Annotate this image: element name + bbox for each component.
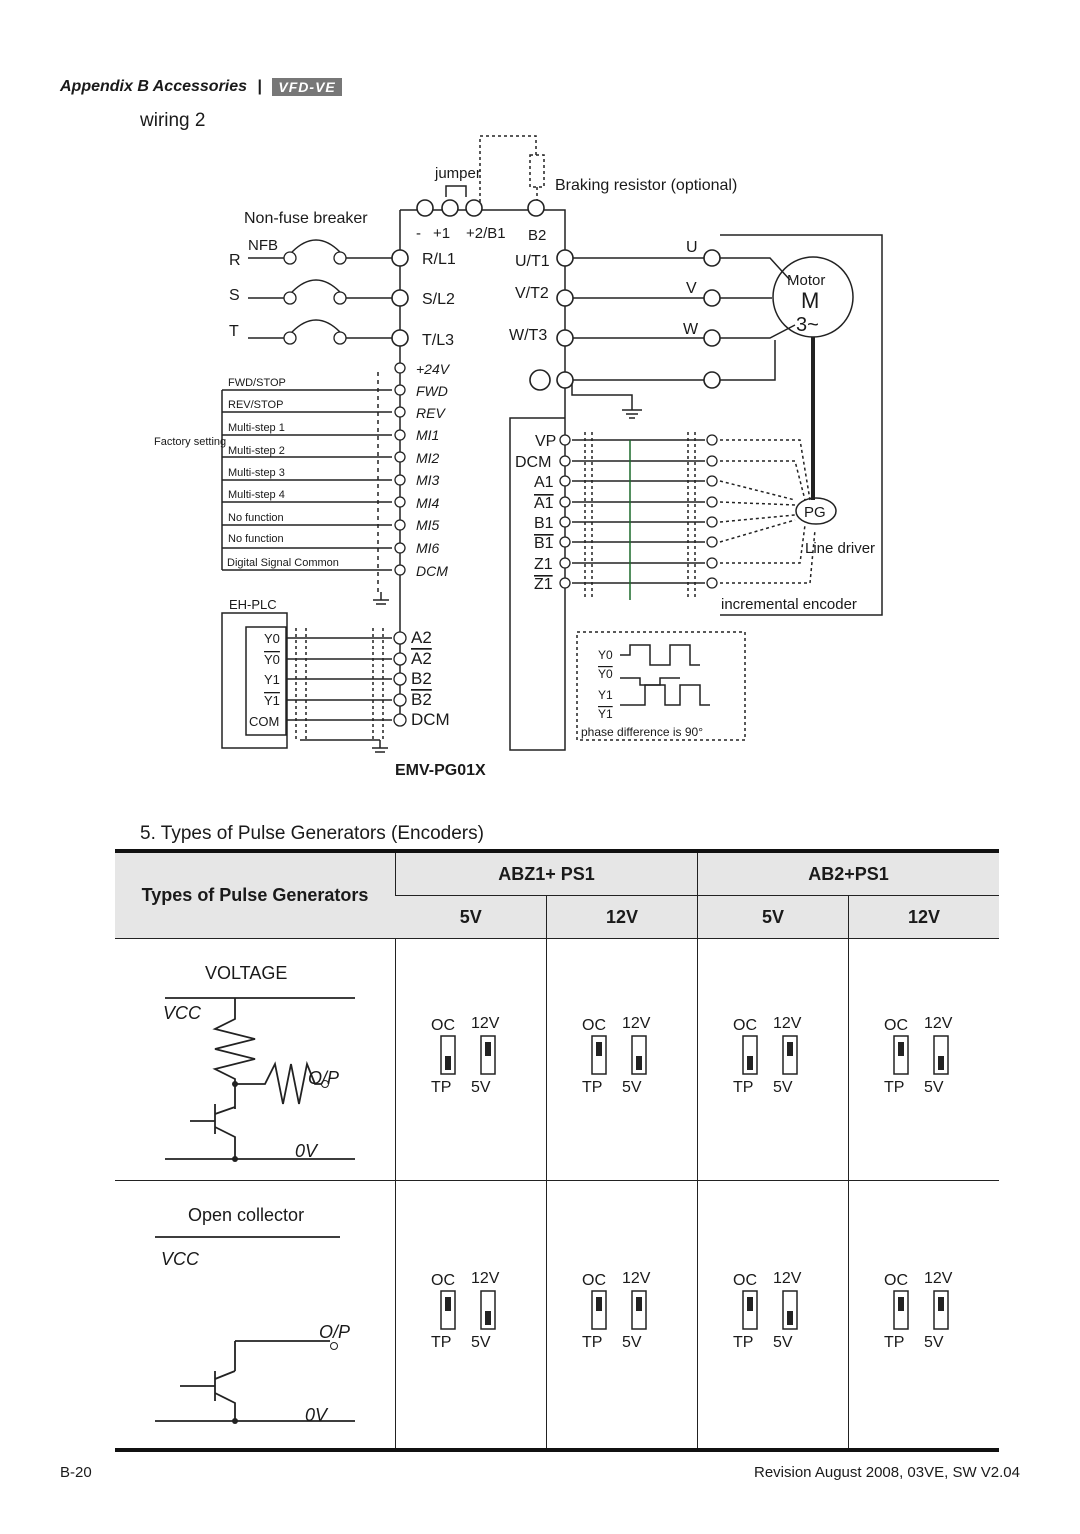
page-number: B-20 [60,1464,92,1481]
pg-output-dcm: DCM [411,710,450,729]
table-header-types: Types of Pulse Generators [115,851,396,939]
dc-minus-label: - [416,225,421,242]
switch-label-no-function-2: No function [228,533,284,545]
section-title: 5. Types of Pulse Generators (Encoders) [140,823,484,844]
control-terminal-dcm: DCM [416,563,448,579]
dc-b2-label: B2 [528,227,547,244]
row-label-voltage: VOLTAGE [205,963,288,983]
plc-output-y1: Y1 [264,672,280,687]
switch-label-multistep-2: Multi-step 2 [228,445,285,457]
switch-label-rev-stop: REV/STOP [228,399,284,411]
vcc-label-2: VCC [161,1249,200,1269]
plc-output-y0-bar: Y0 [264,652,280,667]
switch-cell [396,939,547,1181]
svg-text:TP: TP [884,1079,905,1096]
svg-text:TP: TP [733,1334,754,1351]
dc-plus2-label: +2/B1 [466,225,506,242]
dip-switch-icon [396,1267,546,1357]
pg-terminal-a1: A1 [534,474,554,491]
open-collector-cell [115,1181,396,1451]
motor-u: U [686,239,698,256]
pg-terminal-b1-bar: B1 [534,535,554,552]
row-label-open-collector: Open collector [188,1205,305,1225]
svg-text:TP: TP [733,1079,754,1096]
terminal-wt3: W/T3 [509,327,548,344]
pulse-generator-table [115,849,999,1452]
braking-resistor-label: Braking resistor (optional) [555,177,738,194]
terminal-tl3: T/L3 [422,332,455,349]
terminal-sl2: S/L2 [422,291,455,308]
dip-switch-icon [698,1012,848,1102]
motor-symbol: M [801,288,820,313]
switch-label-multistep-4: Multi-step 4 [228,489,285,501]
svg-text:OC: OC [431,1017,455,1034]
switch-cell [547,1181,698,1451]
svg-text:12V: 12V [924,1015,953,1032]
pg-terminal-z1: Z1 [534,556,553,573]
svg-text:TP: TP [582,1079,603,1096]
svg-text:12V: 12V [924,1270,953,1287]
voltage-output-schematic [115,939,395,1175]
svg-text:TP: TP [431,1334,452,1351]
svg-text:12V: 12V [773,1015,802,1032]
pg-terminal-a1-bar: A1 [534,495,554,512]
svg-text:12V: 12V [622,1270,651,1287]
svg-text:OC: OC [884,1017,908,1034]
line-driver-label: Line driver [805,540,876,557]
dip-switch-icon [547,1012,697,1102]
dc-plus1-label: +1 [433,225,451,242]
voltage-output-cell [115,939,396,1181]
svg-text:OC: OC [733,1017,757,1034]
table-header-v2: 12V [547,896,698,939]
terminal-rl1: R/L1 [422,251,456,268]
control-terminal-mi1: MI1 [416,427,440,443]
svg-text:5V: 5V [773,1079,793,1096]
open-collector-schematic [115,1181,395,1443]
pg-terminal-z1-bar: Z1 [534,576,553,593]
timing-y1: Y1 [598,688,613,702]
svg-text:12V: 12V [773,1270,802,1287]
switch-label-no-function-1: No function [228,512,284,524]
pg-output-a2: A2 [411,628,432,647]
svg-text:12V: 12V [622,1015,651,1032]
svg-text:TP: TP [582,1334,603,1351]
header-separator: | [257,78,262,96]
pg-output-b2-bar: B2 [411,690,432,709]
dip-switch-icon [849,1012,999,1102]
phase-t: T [229,323,239,340]
table-header-v4: 12V [849,896,1000,939]
pg-terminal-dcm: DCM [515,454,552,471]
switch-cell [698,939,849,1181]
control-terminal-24v: +24V [416,361,450,377]
svg-text:5V: 5V [471,1079,491,1096]
non-fuse-breaker-label: Non-fuse breaker [244,210,368,227]
dip-switch-icon [849,1267,999,1357]
switch-cell [698,1181,849,1451]
header-section: Appendix B Accessories [60,78,248,96]
eh-plc-label: EH-PLC [229,597,277,612]
pg-label: PG [804,504,826,521]
factory-setting-label: Factory setting [154,436,227,448]
phase-r: R [229,252,241,269]
jumper-label: jumper [435,165,481,182]
control-terminal-mi2: MI2 [416,450,440,466]
table-header-v1: 5V [396,896,547,939]
motor-v: V [686,280,697,297]
control-terminal-mi3: MI3 [416,472,440,488]
dip-switch-icon [698,1267,848,1357]
control-terminal-fwd: FWD [416,383,448,399]
op-label-1: O/P [308,1068,340,1088]
timing-y1-bar: Y1 [598,707,613,721]
pg-terminal-b1: B1 [534,515,554,532]
pg-output-a2-bar: A2 [411,649,432,668]
motor-w: W [683,321,699,338]
svg-text:5V: 5V [622,1334,642,1351]
nfb-label: NFB [248,237,278,254]
control-terminal-rev: REV [416,405,445,421]
svg-text:12V: 12V [471,1015,500,1032]
card-name: EMV-PG01X [395,762,486,779]
wiring-title: wiring 2 [140,110,206,131]
svg-text:OC: OC [582,1272,606,1289]
phase-difference-label: phase difference is 90° [581,725,703,739]
switch-label-multistep-3: Multi-step 3 [228,467,285,479]
terminal-vt2: V/T2 [515,285,549,302]
switch-cell [396,1181,547,1451]
svg-text:TP: TP [884,1334,905,1351]
table-row [115,939,999,1181]
svg-text:5V: 5V [924,1079,944,1096]
svg-text:OC: OC [431,1272,455,1289]
dip-switch-icon [396,1012,546,1102]
svg-text:OC: OC [884,1272,908,1289]
svg-text:OC: OC [733,1272,757,1289]
terminal-ut1: U/T1 [515,253,550,270]
motor-label: Motor [787,272,826,289]
op-label-2: O/P [319,1322,351,1342]
control-terminal-mi6: MI6 [416,540,440,556]
svg-text:TP: TP [431,1079,452,1096]
switch-label-digital-common: Digital Signal Common [227,557,339,569]
control-terminal-mi5: MI5 [416,517,440,533]
gnd-label-1: 0V [295,1141,318,1161]
pg-terminal-vp: VP [535,433,557,450]
switch-cell [849,1181,1000,1451]
svg-text:5V: 5V [924,1334,944,1351]
switch-label-multistep-1: Multi-step 1 [228,422,285,434]
pg-output-b2: B2 [411,669,432,688]
motor-phase: 3~ [796,314,819,336]
timing-y0-bar: Y0 [598,667,613,681]
table-header-ab2: AB2+PS1 [698,851,1000,896]
plc-output-com: COM [249,714,280,729]
svg-text:5V: 5V [471,1334,491,1351]
phase-s: S [229,287,240,304]
table-header-v3: 5V [698,896,849,939]
dip-switch-icon [547,1267,697,1357]
switch-cell [547,939,698,1181]
switch-label-fwd-stop: FWD/STOP [228,377,286,389]
table-header-abz1: ABZ1+ PS1 [396,851,698,896]
vfd-ve-logo: VFD-VE [272,78,341,96]
incremental-encoder-label: incremental encoder [721,596,857,613]
table-row [115,1181,999,1451]
svg-text:12V: 12V [471,1270,500,1287]
svg-text:5V: 5V [773,1334,793,1351]
plc-output-y0: Y0 [264,631,280,646]
plc-output-y1-bar: Y1 [264,693,280,708]
timing-y0: Y0 [598,648,613,662]
svg-text:OC: OC [582,1017,606,1034]
gnd-label-2: 0V [305,1405,328,1425]
revision-note: Revision August 2008, 03VE, SW V2.04 [754,1464,1020,1481]
vcc-label-1: VCC [163,1003,202,1023]
control-terminal-mi4: MI4 [416,495,440,511]
svg-text:5V: 5V [622,1079,642,1096]
switch-cell [849,939,1000,1181]
